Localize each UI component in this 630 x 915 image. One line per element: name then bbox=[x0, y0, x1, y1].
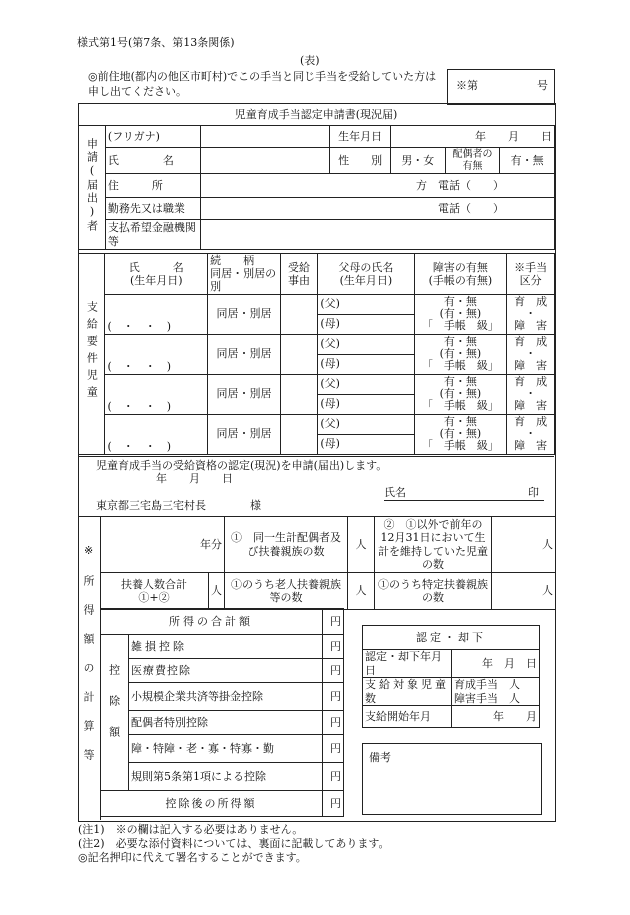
applicant-section-label: 申請(届出)者 bbox=[79, 126, 106, 250]
note-2: (注2) 必要な添付資料については、裏面に記載してあります。 bbox=[78, 837, 390, 850]
income-marker: ※ bbox=[84, 544, 94, 557]
category-field[interactable]: 育 成 ・ 障 害 bbox=[507, 414, 555, 454]
address-field[interactable]: 方 電話（ ） bbox=[200, 174, 554, 198]
cohabit-field[interactable]: 同居・別居 bbox=[208, 414, 281, 454]
bank-label: 支払希望金融機関等 bbox=[105, 220, 200, 250]
start-label: 支給開始年月 bbox=[363, 706, 452, 728]
children-section-label: 支給要件児童 bbox=[79, 254, 105, 455]
total-dep-label: 扶養人数合計 ①+② bbox=[100, 573, 209, 609]
decision-table bbox=[362, 625, 540, 728]
income-section-label: 所得額の計算等 bbox=[82, 575, 95, 778]
mother-field[interactable]: (母) bbox=[318, 354, 414, 374]
income-year-field[interactable]: 年分 bbox=[100, 517, 225, 573]
number-unit: 号 bbox=[537, 79, 548, 92]
deduction-field[interactable]: 円 bbox=[323, 735, 344, 763]
deduction-label: 配偶者特別控除 bbox=[129, 711, 323, 735]
number-label: ※第 bbox=[456, 79, 478, 92]
total-dep-unit: 人 bbox=[211, 584, 222, 598]
cohabit-field[interactable]: 同居・別居 bbox=[208, 374, 281, 414]
applicant-table bbox=[78, 125, 555, 250]
dep2-label: ② ①以外で前年の12月31日において生計を維持していた児童の数 bbox=[375, 517, 492, 573]
dep1-field[interactable]: 人 bbox=[348, 517, 375, 573]
mother-field[interactable]: (母) bbox=[318, 394, 414, 414]
notice-text: ◎前住地(都内の他区市町村)でこの手当と同じ手当を受給していた方は申し出てください。 bbox=[88, 70, 437, 98]
deduction-field[interactable]: 円 bbox=[323, 711, 344, 735]
deduction-label: 小規模企業共済等掛金控除 bbox=[129, 683, 323, 711]
name-field[interactable] bbox=[200, 148, 330, 174]
deduction-label: 雑損控除 bbox=[129, 635, 323, 659]
deduction-label: 規則第5条第1項による控除 bbox=[129, 763, 323, 791]
disability-field[interactable]: 有・無 (有・無) 「 手帳 級」 bbox=[414, 414, 507, 454]
dep2-field[interactable]: 人 bbox=[492, 517, 556, 573]
parents-header: 父母の氏名 (生年月日) bbox=[318, 254, 414, 295]
elderly-label: ①のうち老人扶養親族等の数 bbox=[225, 573, 348, 610]
birth-label: 生年月日 bbox=[330, 126, 391, 148]
father-field[interactable]: (父) bbox=[318, 334, 414, 354]
furigana-field[interactable] bbox=[200, 126, 330, 148]
form-number-box[interactable] bbox=[447, 69, 555, 105]
disability-header: 障害の有無 (手帳の有無) bbox=[414, 254, 507, 295]
children-table bbox=[78, 253, 555, 455]
child-name-field[interactable]: ( ・ ・ ) bbox=[105, 414, 208, 454]
remarks-label: 備考 bbox=[369, 751, 391, 764]
note-1: (注1) ※の欄は記入する必要はありません。 bbox=[78, 823, 304, 836]
birth-field[interactable]: 年 月 日 bbox=[390, 126, 554, 148]
bank-field[interactable] bbox=[200, 220, 554, 250]
page-side-label: (表) bbox=[300, 54, 320, 67]
father-field[interactable]: (父) bbox=[318, 414, 414, 434]
total-dep-cell[interactable] bbox=[100, 573, 225, 610]
category-header: ※手当区分 bbox=[507, 254, 555, 295]
cohabit-field[interactable]: 同居・別居 bbox=[208, 334, 281, 374]
mother-field[interactable]: (母) bbox=[318, 314, 414, 334]
form-id: 様式第1号(第7条、第13条関係) bbox=[77, 36, 235, 49]
declaration-text: 児童育成手当の受給資格の認定(現況)を申請(届出)します。 bbox=[96, 459, 388, 472]
deduction-field[interactable]: 円 bbox=[323, 635, 344, 659]
deduction-field[interactable]: 円 bbox=[323, 683, 344, 711]
work-label: 勤務先又は職業 bbox=[105, 198, 200, 220]
total-income-label: 所得の合計額 bbox=[100, 609, 323, 635]
dep1-label: ① 同一生計配偶者及び扶養親族の数 bbox=[225, 517, 348, 573]
addressee: 東京都三宅島三宅村長 様 bbox=[96, 499, 261, 512]
reason-field[interactable] bbox=[280, 294, 318, 334]
furigana-label: (フリガナ) bbox=[105, 126, 200, 148]
deduction-label: 医療費控除 bbox=[129, 659, 323, 683]
decision-date-field[interactable]: 年 月 日 bbox=[452, 650, 540, 678]
income-calc-table bbox=[100, 608, 344, 817]
seal-label: 印 bbox=[528, 486, 539, 499]
dependents-table bbox=[100, 516, 555, 610]
sex-label: 性 別 bbox=[330, 148, 391, 174]
disability-field[interactable]: 有・無 (有・無) 「 手帳 級」 bbox=[414, 334, 507, 374]
name-label: 氏 名 bbox=[105, 148, 200, 174]
child-name-field[interactable]: ( ・ ・ ) bbox=[105, 334, 208, 374]
after-income-field[interactable]: 円 bbox=[323, 791, 344, 817]
reason-header: 受給事由 bbox=[280, 254, 318, 295]
deduction-label: 障・特障・老・寡・特寡・勤 bbox=[129, 735, 323, 763]
disability-field[interactable]: 有・無 (有・無) 「 手帳 級」 bbox=[414, 294, 507, 334]
decision-date-label: 認定・却下年月日 bbox=[363, 650, 452, 678]
sex-field[interactable]: 男・女 bbox=[390, 148, 445, 174]
mother-field[interactable]: (母) bbox=[318, 434, 414, 454]
child-name-field[interactable]: ( ・ ・ ) bbox=[105, 294, 208, 334]
form-title: 児童育成手当認定申請書(現況届) bbox=[78, 103, 554, 126]
signature-label: 氏名 bbox=[384, 486, 406, 499]
deduction-field[interactable]: 円 bbox=[323, 659, 344, 683]
spouse-field[interactable]: 有・無 bbox=[500, 148, 555, 174]
child-name-field[interactable]: ( ・ ・ ) bbox=[105, 374, 208, 414]
target-label: 支給対象児童数 bbox=[363, 678, 452, 706]
declaration-date[interactable]: 年 月 日 bbox=[156, 472, 233, 485]
decision-title: 認定・却下 bbox=[363, 626, 540, 650]
deduction-section-label: 控除額 bbox=[100, 635, 129, 791]
after-income-label: 控除後の所得額 bbox=[100, 791, 323, 817]
elderly-field[interactable]: 人 bbox=[348, 573, 375, 610]
child-name-header: 氏 名 (生年月日) bbox=[105, 254, 208, 295]
signature-line[interactable] bbox=[384, 500, 544, 501]
remarks-box[interactable] bbox=[362, 743, 542, 815]
reason-field[interactable] bbox=[280, 334, 318, 374]
relation-header: 続 柄 同居・別居の別 bbox=[208, 254, 281, 295]
total-income-field[interactable]: 円 bbox=[323, 609, 344, 635]
target-field[interactable]: 育成手当 人 障害手当 人 bbox=[452, 678, 540, 706]
disability-field[interactable]: 有・無 (有・無) 「 手帳 級」 bbox=[414, 374, 507, 414]
spouse-label: 配偶者の有無 bbox=[445, 148, 500, 174]
address-label: 住 所 bbox=[105, 174, 200, 198]
special-field[interactable]: 人 bbox=[492, 573, 556, 610]
note-3: ◎記名押印に代えて署名することができます。 bbox=[78, 851, 307, 864]
deduction-field[interactable]: 円 bbox=[323, 763, 344, 791]
category-field[interactable]: 育 成 ・ 障 害 bbox=[507, 374, 555, 414]
cohabit-field[interactable]: 同居・別居 bbox=[208, 294, 281, 334]
work-field[interactable]: 電話（ ） bbox=[200, 198, 554, 220]
special-label: ①のうち特定扶養親族の数 bbox=[375, 573, 492, 610]
father-field[interactable]: (父) bbox=[318, 374, 414, 394]
start-field[interactable]: 年 月 bbox=[452, 706, 540, 728]
reason-field[interactable] bbox=[280, 374, 318, 414]
category-field[interactable]: 育 成 ・ 障 害 bbox=[507, 334, 555, 374]
category-field[interactable]: 育 成 ・ 障 害 bbox=[507, 294, 555, 334]
reason-field[interactable] bbox=[280, 414, 318, 454]
father-field[interactable]: (父) bbox=[318, 294, 414, 314]
